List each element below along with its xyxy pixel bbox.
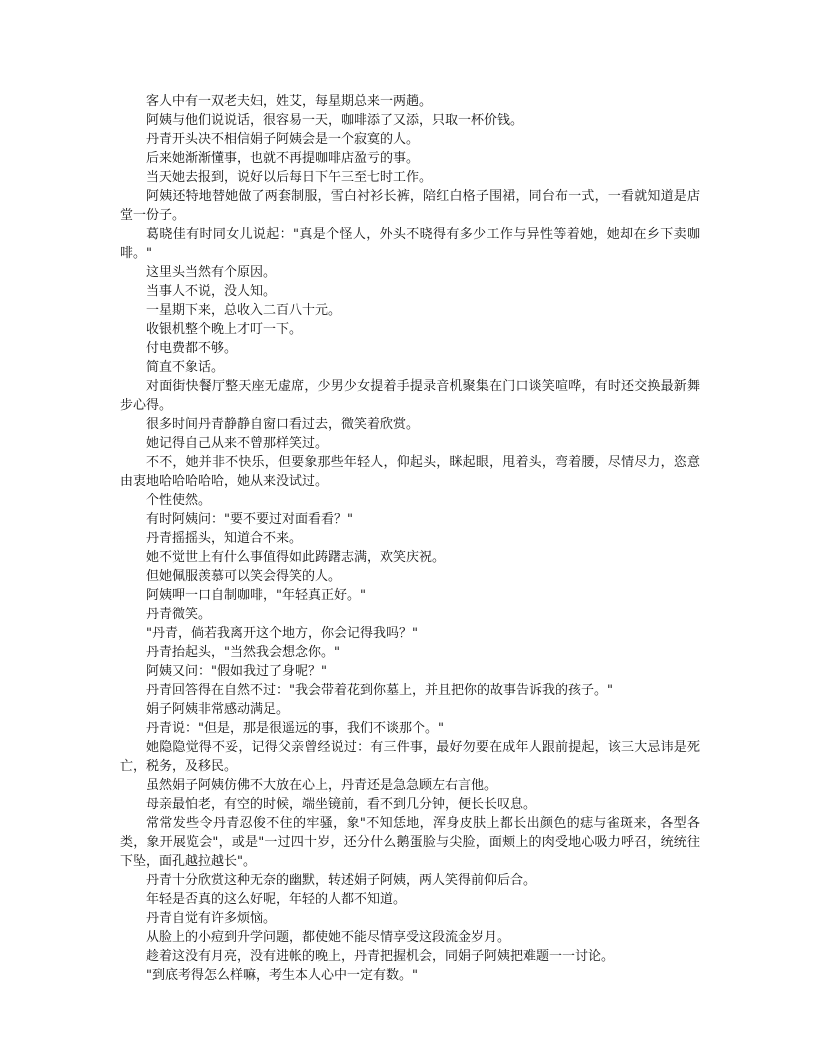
paragraph: 她隐隐觉得不妥，记得父亲曾经说过：有三件事，最好勿要在成年人跟前提起，该三大忌讳是死亡，税务，及移民。 bbox=[120, 740, 700, 774]
paragraph: 年轻是否真的这么好呢，年轻的人都不知道。 bbox=[146, 892, 407, 907]
paragraph: 葛晓佳有时同女儿说起："真是个怪人，外头不晓得有多少工作与异性等着她，她却在乡下卖咖啡。" bbox=[120, 227, 700, 261]
paragraph: 丹青回答得在自然不过："我会带着花到你墓上，并且把你的故事告诉我的孩子。" bbox=[146, 683, 613, 698]
paragraph: 趁着这没有月亮，没有进帐的晚上，丹青把握机会，同娟子阿姨把难题一一讨论。 bbox=[146, 949, 615, 964]
paragraph: 阿姨与他们说说话，很容易一天，咖啡添了又添，只取一杯价钱。 bbox=[146, 113, 524, 128]
paragraph: 她不觉世上有什么事值得如此踌躇志满，欢笑庆祝。 bbox=[146, 550, 446, 565]
document-body bbox=[120, 92, 700, 985]
paragraph: "丹青，倘若我离开这个地方，你会记得我吗？" bbox=[146, 626, 418, 641]
paragraph: 这里头当然有个原因。 bbox=[146, 265, 277, 280]
paragraph: 丹青说："但是，那是很遥远的事，我们不谈那个。" bbox=[146, 721, 444, 736]
paragraph: 但她佩服羡慕可以笑会得笑的人。 bbox=[146, 569, 342, 584]
paragraph: 阿姨又问："假如我过了身呢？" bbox=[146, 664, 327, 679]
paragraph: 阿姨呷一口自制咖啡，"年轻真正好。" bbox=[146, 588, 366, 603]
paragraph: 丹青抬起头，"当然我会想念你。" bbox=[146, 645, 340, 660]
paragraph: 收银机整个晚上才叮一下。 bbox=[146, 322, 303, 337]
paragraph: 对面街快餐厅整天座无虚席，少男少女提着手提录音机聚集在门口谈笑喧哗，有时还交换最新舞步心得。 bbox=[120, 379, 700, 413]
paragraph: 丹青摇摇头，知道合不来。 bbox=[146, 531, 303, 546]
paragraph: 简直不象话。 bbox=[146, 360, 225, 375]
paragraph: 阿姨还特地替她做了两套制服，雪白衬衫长裤，陪红白格子围裙，同台布一式，一看就知道是店堂一份子。 bbox=[120, 189, 700, 223]
paragraph: 不不，她并非不快乐，但要象那些年轻人，仰起头，眯起眼，甩着头，弯着腰，尽情尽力，恣意由衷地哈哈哈哈哈，她从来没试过。 bbox=[120, 455, 700, 489]
paragraph: "到底考得怎么样嘛，考生本人心中一定有数。" bbox=[146, 968, 418, 983]
paragraph: 后来她渐渐懂事，也就不再提咖啡店盈亏的事。 bbox=[146, 151, 420, 166]
paragraph: 母亲最怕老，有空的时候，端坐镜前，看不到几分钟，便长长叹息。 bbox=[146, 797, 537, 812]
paragraph: 虽然娟子阿姨仿佛不大放在心上，丹青还是急急顾左右言他。 bbox=[146, 778, 498, 793]
paragraph: 个性使然。 bbox=[146, 493, 212, 508]
paragraph: 丹青开头决不相信娟子阿姨会是一个寂寞的人。 bbox=[146, 132, 420, 147]
paragraph: 她记得自己从来不曾那样笑过。 bbox=[146, 436, 329, 451]
paragraph: 付电费都不够。 bbox=[146, 341, 238, 356]
paragraph: 有时阿姨问："要不要过对面看看？" bbox=[146, 512, 353, 527]
paragraph: 丹青自觉有许多烦恼。 bbox=[146, 911, 277, 926]
paragraph: 娟子阿姨非常感动满足。 bbox=[146, 702, 290, 717]
paragraph: 丹青十分欣赏这种无奈的幽默，转述娟子阿姨，两人笑得前仰后合。 bbox=[146, 873, 537, 888]
paragraph: 当天她去报到，说好以后每日下午三至七时工作。 bbox=[146, 170, 433, 185]
paragraph: 丹青微笑。 bbox=[146, 607, 212, 622]
paragraph: 常常发些令丹青忍俊不住的牢骚，象"不知恁地，浑身皮肤上都长出颜色的痣与雀斑来，各型各类，象开展览会"，或是"一过四十岁，还分什么鹅蛋脸与尖脸，面颊上的肉受地心吸力呼召，统统往下坠，面孔越拉越长"。 bbox=[120, 816, 700, 869]
paragraph: 很多时间丹青静静自窗口看过去，微笑着欣赏。 bbox=[146, 417, 420, 432]
paragraph: 当事人不说，没人知。 bbox=[146, 284, 277, 299]
paragraph: 一星期下来，总收入二百八十元。 bbox=[146, 303, 342, 318]
paragraph: 客人中有一双老夫妇，姓艾，每星期总来一两趟。 bbox=[146, 94, 433, 109]
paragraph: 从脸上的小痘到升学问题，都使她不能尽情享受这段流金岁月。 bbox=[146, 930, 511, 945]
